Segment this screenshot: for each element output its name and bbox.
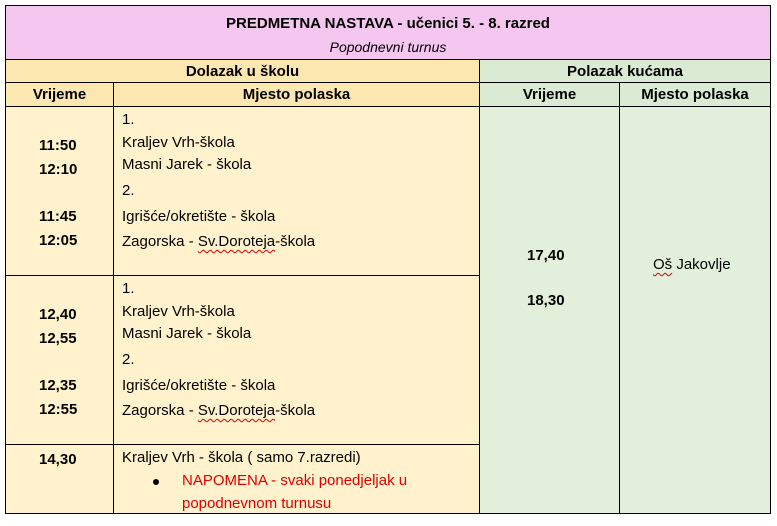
arrival-time-column-header — [5, 82, 114, 107]
bullet-icon — [153, 479, 159, 485]
place-prefix: Zagorska - — [122, 402, 198, 419]
time-value: 12,40 — [39, 306, 77, 323]
group-number: 1. — [122, 280, 135, 297]
departure-time-value: 18,30 — [527, 292, 565, 309]
departure-section-label: Polazak kućama — [567, 62, 683, 80]
place-value: Masni Jarek - škola — [122, 325, 252, 342]
place-value: Kraljev Vrh-škola — [122, 303, 235, 320]
place-value — [122, 233, 315, 250]
departure-time-value: 17,40 — [527, 247, 565, 264]
arrival-place-column-label: Mjesto polaska — [242, 86, 351, 103]
departure-section-header — [479, 59, 771, 83]
time-value: 12,55 — [39, 330, 77, 347]
group-number: 1. — [122, 111, 135, 128]
departure-place-cell — [619, 106, 771, 514]
departure-place-spellcheck-word: Oš — [653, 256, 673, 273]
place-value: Kraljev Vrh-škola — [122, 134, 235, 151]
departure-time-column-header — [479, 82, 620, 107]
table-row-2-time-cell — [5, 275, 114, 445]
place-spellcheck-word: Sv.Doroteja — [197, 233, 276, 250]
place-suffix: -škola — [275, 402, 316, 419]
place-value: Kraljev Vrh - škola ( samo 7.razredi) — [122, 449, 361, 466]
departure-place-column-label: Mjesto polaska — [641, 86, 749, 103]
table-row-2-place-cell — [113, 275, 480, 445]
time-value: 11:45 — [39, 208, 77, 225]
table-title-block — [5, 5, 771, 59]
arrival-time-column-label: Vrijeme — [32, 86, 87, 103]
page-title: PREDMETNA NASTAVA - učenici 5. - 8. razred — [226, 15, 550, 32]
departure-time-column-label: Vrijeme — [522, 86, 577, 103]
time-value: 12,35 — [39, 377, 77, 394]
group-number: 2. — [122, 351, 135, 368]
departure-place-suffix: Jakovlje — [672, 256, 731, 273]
table-row-1-time-cell — [5, 106, 114, 276]
time-value: 11:50 — [39, 137, 77, 154]
place-suffix: -škola — [275, 233, 316, 250]
departure-time-cell — [479, 106, 620, 514]
time-value: 12:05 — [39, 232, 78, 249]
table-row-3-time-cell — [5, 444, 114, 514]
note-text-line-2: popodnevnom turnusu — [182, 495, 332, 512]
place-value: Masni Jarek - škola — [122, 156, 252, 173]
time-value: 12:10 — [39, 161, 78, 178]
table-row-1-place-cell — [113, 106, 480, 276]
place-prefix: Zagorska - — [122, 233, 198, 250]
time-value: 12:55 — [39, 401, 78, 418]
arrival-section-header — [5, 59, 480, 83]
place-value — [122, 402, 315, 419]
arrival-section-label: Dolazak u školu — [185, 62, 300, 80]
note-text-line-1: NAPOMENA - svaki ponedjeljak u — [182, 472, 408, 489]
time-value: 14,30 — [39, 451, 77, 468]
departure-place-column-header — [619, 82, 771, 107]
group-number: 2. — [122, 182, 135, 199]
place-value: Igrišće/okretište - škola — [122, 208, 276, 225]
place-spellcheck-word: Sv.Doroteja — [197, 402, 276, 419]
place-value: Igrišće/okretište - škola — [122, 377, 276, 394]
table-row-3-place-cell — [113, 444, 480, 514]
departure-place-value — [653, 256, 731, 273]
page-subtitle: Popodnevni turnus — [329, 39, 447, 55]
arrival-place-column-header — [113, 82, 480, 107]
